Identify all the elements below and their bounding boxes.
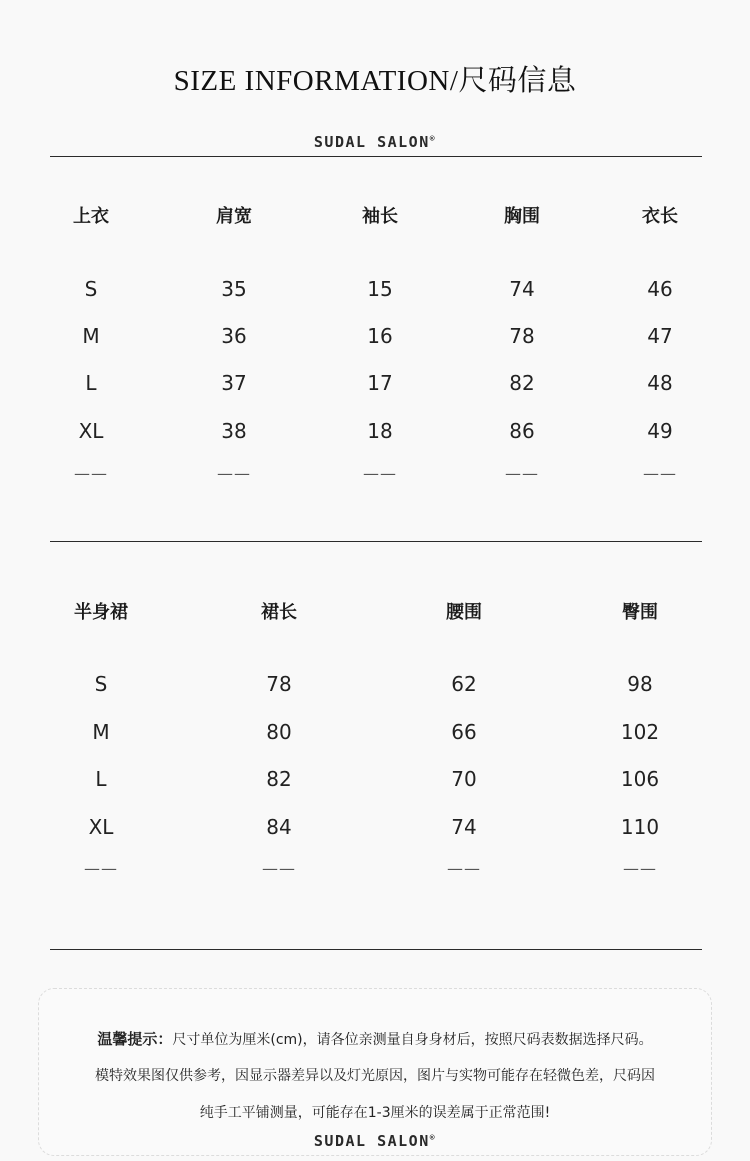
measurement-cell: ——: [363, 464, 397, 483]
measurement-cell: ——: [217, 464, 251, 483]
measurement-cell: 78: [509, 324, 535, 348]
divider: [50, 541, 702, 542]
measurement-cell: 48: [647, 371, 673, 395]
size-label: XL: [78, 419, 104, 443]
size-label: ——: [84, 859, 118, 878]
measurement-cell: 78: [266, 672, 292, 696]
measurement-cell: 80: [266, 720, 292, 744]
registered-mark: ®: [429, 134, 437, 143]
column-header: 腰围: [446, 602, 482, 623]
measurement-cell: ——: [505, 464, 539, 483]
measurement-cell: 102: [620, 720, 660, 744]
measurement-cell: 106: [620, 767, 660, 791]
column-header: 衣长: [642, 206, 678, 227]
brand-name: SUDAL SALON: [313, 1132, 430, 1150]
measurement-cell: ——: [623, 859, 657, 878]
size-label: XL: [88, 815, 114, 839]
divider: [50, 949, 702, 950]
measurement-cell: 38: [221, 419, 247, 443]
column-header: 裙长: [261, 602, 297, 623]
notice-label: 温馨提示：: [97, 1030, 173, 1048]
measurement-cell: 74: [451, 815, 477, 839]
notice-line-2: 模特效果图仅供参考，因显示器差异以及灯光原因，图片与实物可能存在轻微色差，尺码因: [95, 1068, 655, 1084]
measurement-cell: 15: [367, 277, 393, 301]
registered-mark: ®: [429, 1133, 437, 1142]
column-header: 上衣: [73, 206, 109, 227]
measurement-cell: 82: [509, 371, 535, 395]
brand-name: SUDAL SALON: [313, 133, 430, 151]
measurement-cell: 17: [367, 371, 393, 395]
notice-line-1: [0, 1028, 750, 1049]
column-header: 袖长: [362, 206, 398, 227]
measurement-cell: 98: [627, 672, 653, 696]
measurement-cell: 37: [221, 371, 247, 395]
size-label: M: [82, 324, 100, 348]
measurement-cell: 47: [647, 324, 673, 348]
measurement-cell: 16: [367, 324, 393, 348]
column-header: 臀围: [622, 602, 658, 623]
measurement-cell: 35: [221, 277, 247, 301]
measurement-cell: 18: [367, 419, 393, 443]
size-label: L: [95, 767, 107, 791]
measurement-cell: 86: [509, 419, 535, 443]
measurement-cell: 82: [266, 767, 292, 791]
size-label: S: [84, 277, 98, 301]
notice-line-3: 纯手工平铺测量，可能存在1-3厘米的误差属于正常范围!: [199, 1105, 551, 1121]
size-label: L: [85, 371, 97, 395]
brand-logo: [0, 133, 750, 151]
measurement-cell: 66: [451, 720, 477, 744]
column-header: 肩宽: [216, 206, 252, 227]
divider: [50, 156, 702, 157]
notice-text-1: 尺寸单位为厘米(cm)，请各位亲测量自身身材后，按照尺码表数据选择尺码。: [172, 1032, 653, 1048]
measurement-cell: 70: [451, 767, 477, 791]
column-header: 半身裙: [74, 602, 128, 623]
measurement-cell: ——: [262, 859, 296, 878]
measurement-cell: ——: [643, 464, 677, 483]
size-label: ——: [74, 464, 108, 483]
measurement-cell: 62: [451, 672, 477, 696]
size-label: M: [92, 720, 110, 744]
brand-logo-bottom: [0, 1132, 750, 1150]
page-title: SIZE INFORMATION/尺码信息: [173, 65, 577, 97]
measurement-cell: 49: [647, 419, 673, 443]
size-label: S: [94, 672, 108, 696]
column-header: 胸围: [504, 206, 540, 227]
measurement-cell: 84: [266, 815, 292, 839]
measurement-cell: ——: [447, 859, 481, 878]
measurement-cell: 36: [221, 324, 247, 348]
measurement-cell: 110: [620, 815, 660, 839]
measurement-cell: 46: [647, 277, 673, 301]
measurement-cell: 74: [509, 277, 535, 301]
